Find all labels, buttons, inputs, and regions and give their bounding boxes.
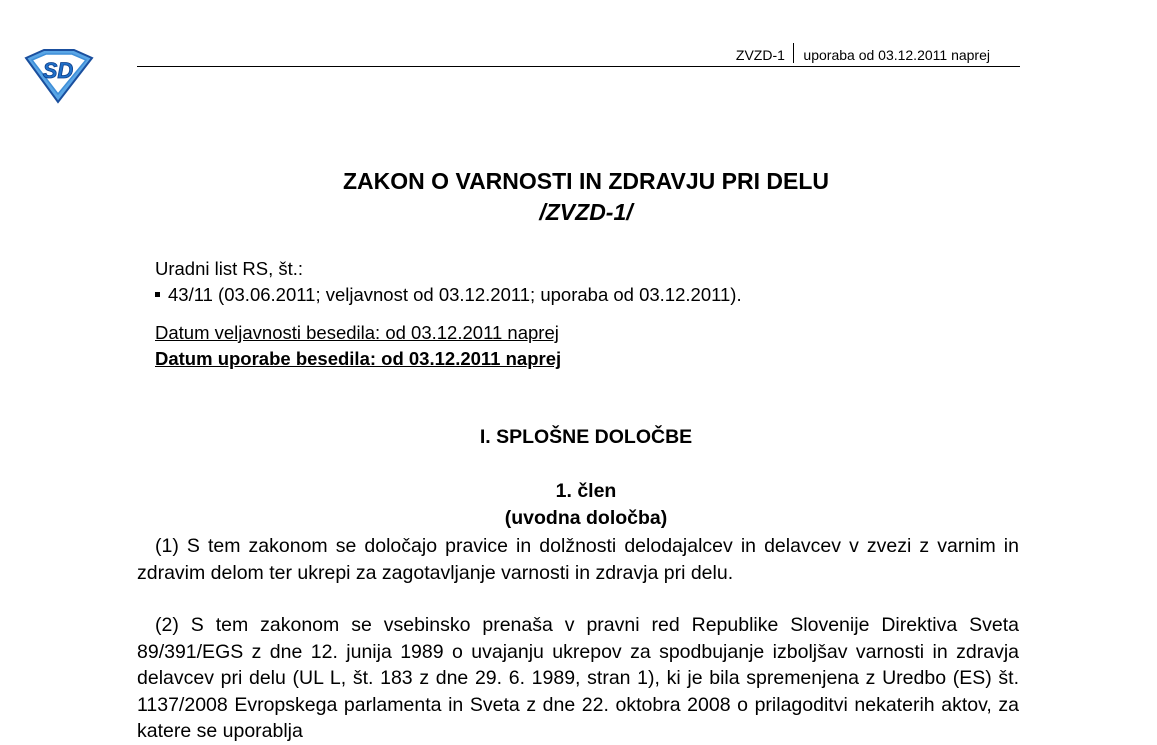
gazette-item-text: 43/11 (03.06.2011; veljavnost od 03.12.2011; uporaba od 03.12.2011). <box>168 284 742 305</box>
law-title: ZAKON O VARNOSTI IN ZDRAVJU PRI DELU <box>343 168 829 194</box>
gazette-label: Uradni list RS, št.: <box>155 258 304 279</box>
application-date: Datum uporabe besedila: od 03.12.2011 naprej <box>155 348 562 369</box>
bullet-icon <box>155 292 160 297</box>
logo-text: SD <box>42 58 74 83</box>
doc-code: ZVZD-1 <box>735 47 785 63</box>
article-paragraph-1: (1) S tem zakonom se določajo pravice in dolžnosti delodajalcev in delavcev v zvezi z varnim in zdravim delom ter ukrepi za zagotavljanje varnosti in zdravja pri delu. <box>137 535 1019 584</box>
header-separator <box>793 43 795 63</box>
section-title: I. SPLOŠNE DOLOČBE <box>479 426 693 448</box>
header-right <box>736 45 990 65</box>
article-number: 1. člen <box>555 480 617 502</box>
page-header <box>137 44 1020 67</box>
validity-note: uporaba od 03.12.2011 naprej <box>803 47 990 63</box>
gazette-item <box>155 284 742 306</box>
sd-logo <box>22 48 96 104</box>
article-paragraph-2: (2) S tem zakonom se vsebinsko prenaša v pravni red Republike Slovenije Direktiva Sveta 89/391/EGS z dne 12. junija 1989 o uvajanju ukrepov za spodbujanje izboljšav varnosti in zdravja delavcev pri delu (UL L, št. 183 z dne 29. 6. 1989, stran 1), ki je bila spremenjena z Uredbo (ES) št. 1137/2008 Evropskega parlamenta in Sveta z dne 22. oktobra 2008 o prilagoditvi nekaterih aktov, za katere se uporablja <box>137 614 1019 742</box>
law-abbreviation: /ZVZD-1/ <box>539 199 633 225</box>
article-subtitle: (uvodna določba) <box>504 507 668 529</box>
validity-date: Datum veljavnosti besedila: od 03.12.2011 naprej <box>155 322 559 343</box>
